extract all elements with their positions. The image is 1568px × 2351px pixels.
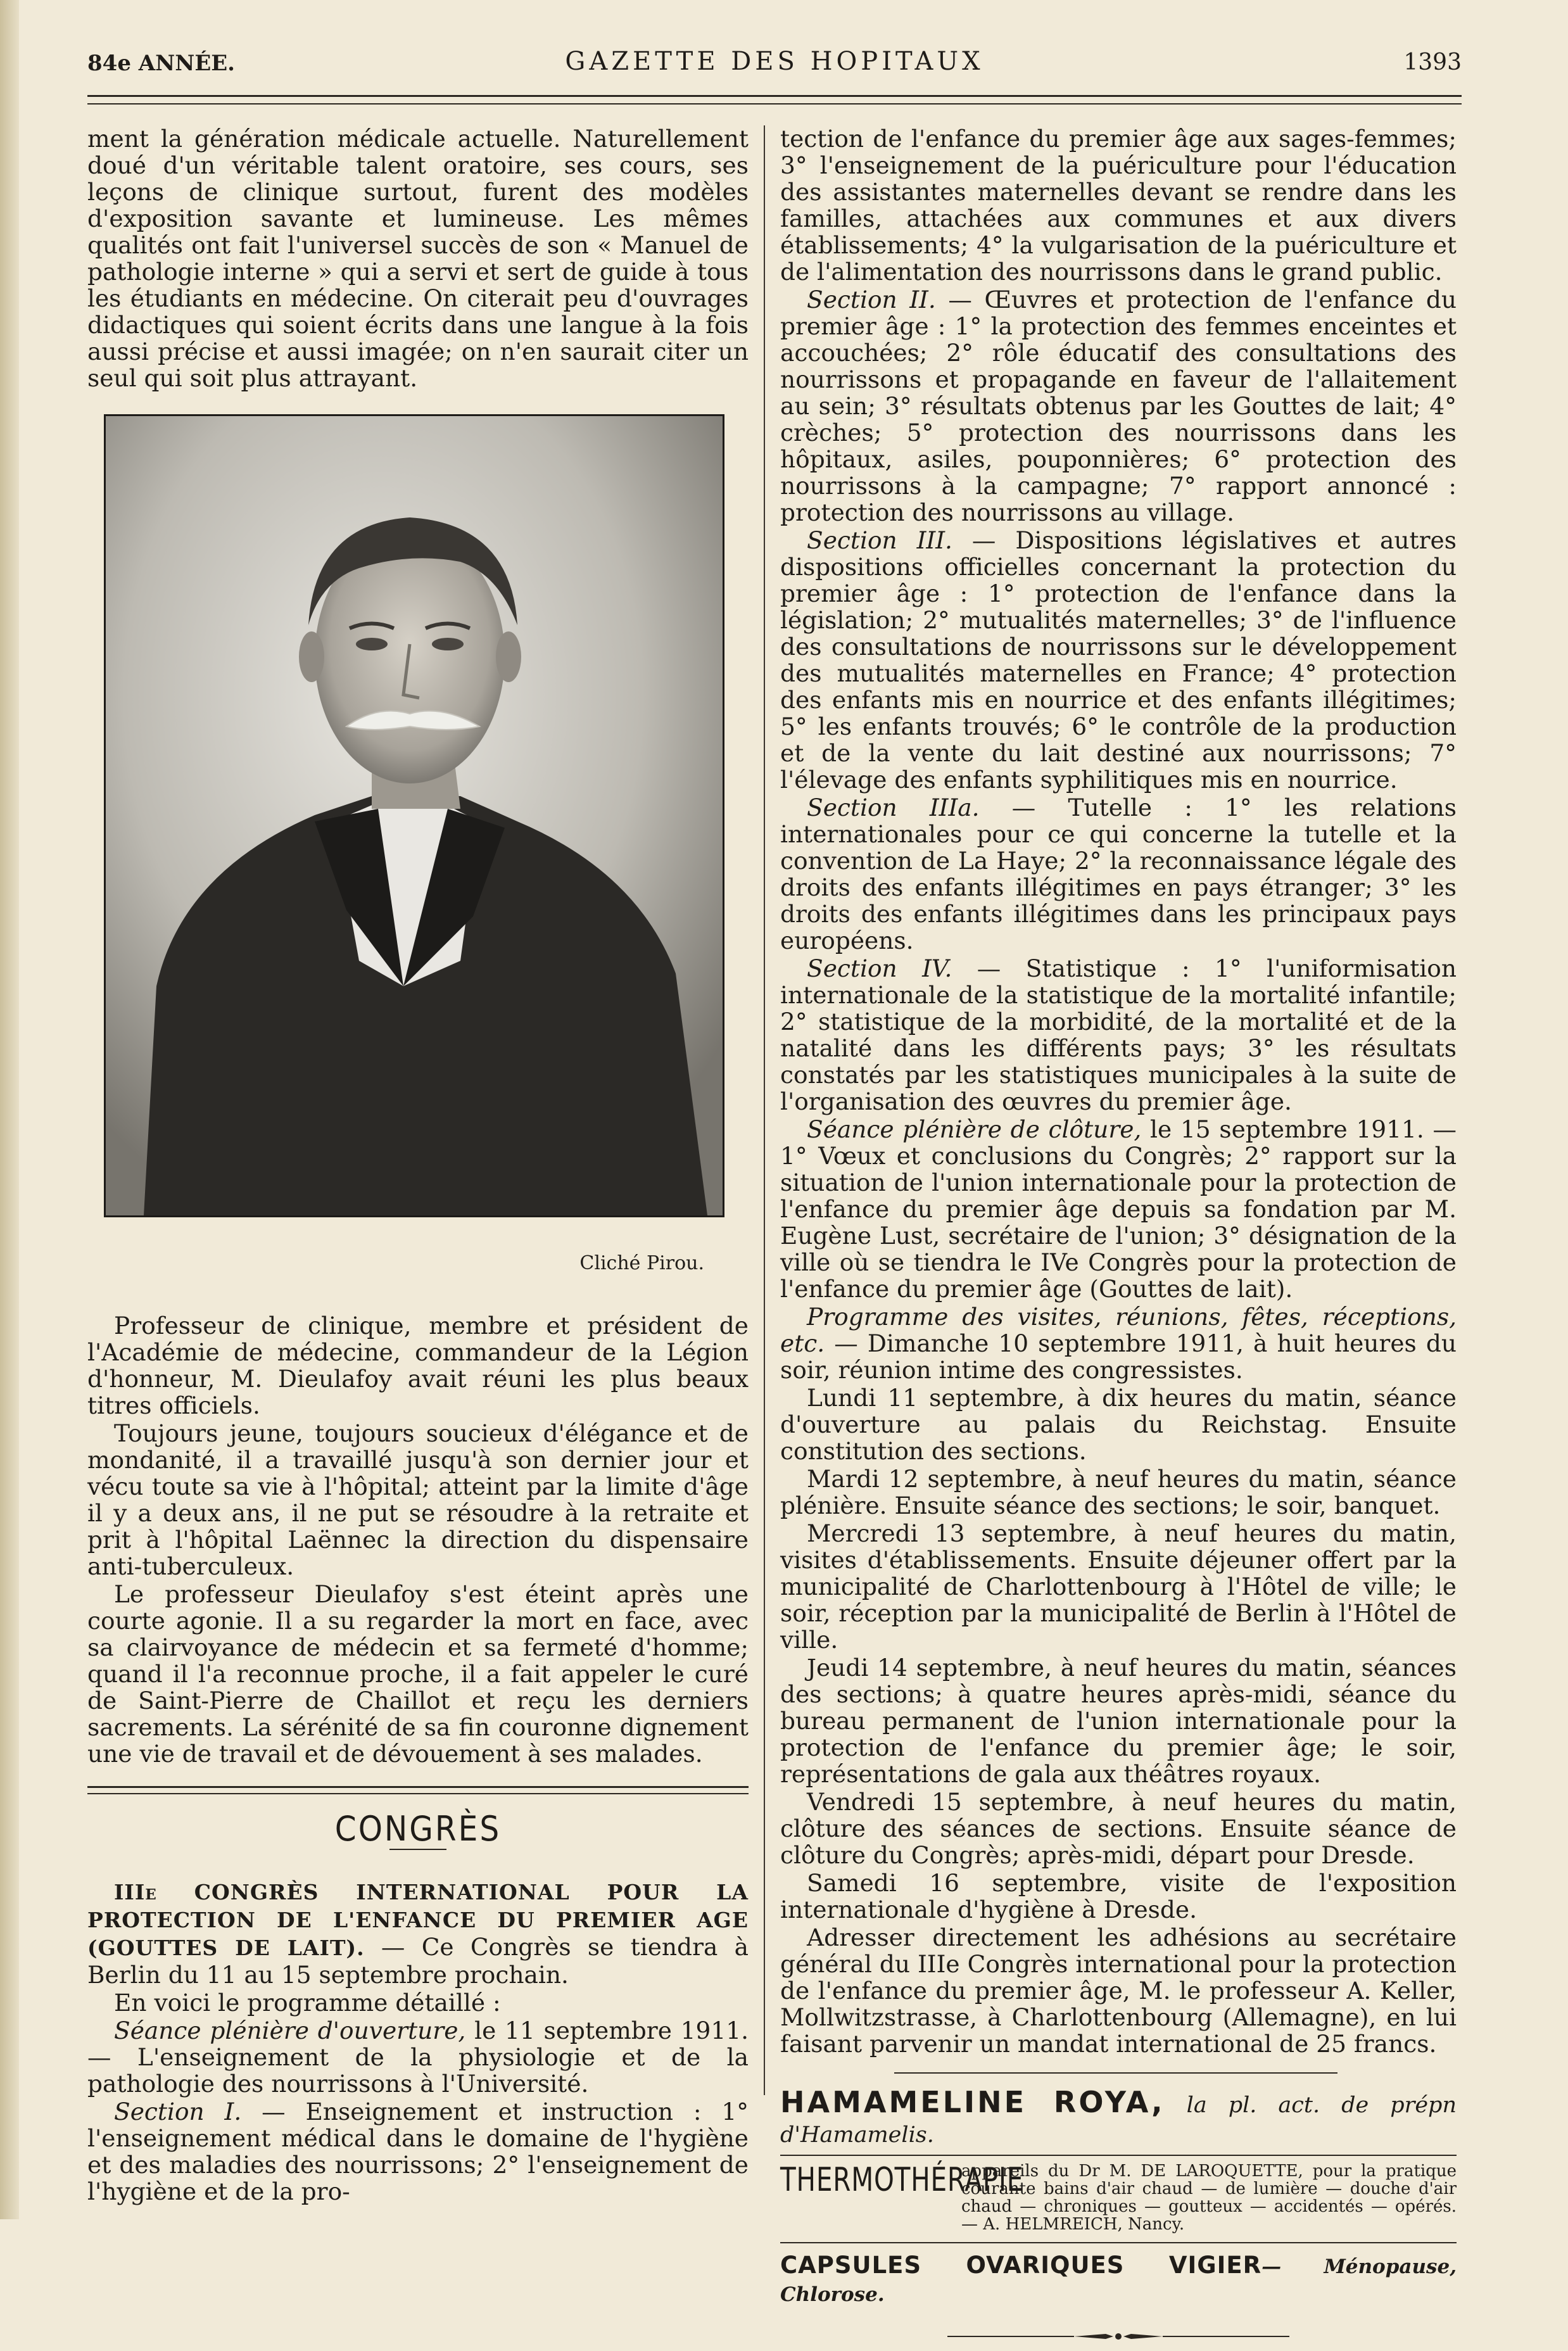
header-rule (87, 95, 1462, 105)
ad-thermotherapie (780, 2162, 1457, 2233)
ad-rule-1 (780, 2155, 1457, 2156)
title-underline (389, 1849, 446, 1850)
header-journal-title: GAZETTE DES HOPITAUX (565, 47, 984, 76)
ad-capsules-desc: — Ménopause, Chlorose. (780, 2255, 1457, 2306)
section-3a-label: Section IIIa. (807, 794, 980, 821)
ornament-line-icon (947, 2330, 1289, 2343)
congres-text: — Ce Congrès se tiendra à Berlin du 11 au 15 septembre prochain. (87, 1933, 749, 1989)
section-rule (87, 1786, 749, 1794)
seance-cloture-label: Séance plénière de clôture, (807, 1115, 1142, 1143)
programme-samedi: Samedi 16 septembre, visite de l'exposition internationale d'hygiène à Dresde. (780, 1869, 1457, 1923)
section-4-label: Section IV. (807, 954, 952, 982)
ad-thermo-text: appareils du Dr M. DE LAROQUETTE, pour la pratique courante bains d'air chaud — de lumière — douche d'air chaud — chroniques — goutteux — accidentés — opérés. — A. HELMREICH, Nancy. (961, 2162, 1457, 2234)
section-2-text: — Œuvres et protection de l'enfance du premier âge : 1° la protection des femmes enceintes et accouchées; 2° rôle éducatif des consultations des nourrissons et propagande en faveur de l'allaitement au sein; 3° résultats obtenus par les Gouttes de lait; 4° crèches; 5° protection des nourrissons dans les hôpitaux, asiles, pouponnières; 6° protection des nourrissons à la campagne; 7° rapport annoncé : protection des nourrissons au village. (780, 286, 1457, 526)
programme-mardi: Mardi 12 septembre, à neuf heures du matin, séance plénière. Ensuite séance des sections; le soir, banquet. (780, 1465, 1457, 1519)
obituary-intro: ment la génération médicale actuelle. Naturellement doué d'un véritable talent oratoire, ses cours, ses leçons de clinique surtout, furent des modèles d'exposition savante et lumineuse. Les mêmes qualités ont fait l'universel succès de son « Manuel de pathologie interne » qui a servi et sert de guide à tous les étudiants en médecine. On citerait peu d'ouvrages didactiques qui soient écrits dans une langue à la fois aussi précise et aussi imagée; on n'en saurait citer un seul qui soit plus attrayant. (87, 125, 749, 392)
programme-visites-label: Programme des visites, réunions, fêtes, réceptions, etc. (780, 1303, 1457, 1357)
section-2-label: Section II. (807, 286, 936, 314)
header-page-number: 1393 (1403, 49, 1462, 75)
section-1-continued: tection de l'enfance du premier âge aux sages-femmes; 3° l'enseignement de la puériculture pour l'éducation des assistantes maternelles devant se rendre dans les familles, attachées aux communes et aux divers établissements; 4° la vulgarisation de la puériculture et de l'alimentation des nourrissons dans le grand public. (780, 125, 1457, 286)
section-4-text: — Statistique : 1° l'uniformisation internationale de la statistique de la mortalité infantile; 2° statistique de la morbidité, de la mortalité et de la natalité dans les différents pays; 3° les résultats constatés par les statistiques municipales à la suite de l'organisation des œuvres du premier âge. (780, 954, 1457, 1115)
seance-cloture-text: le 15 septembre 1911. — 1° Vœux et conclusions du Congrès; 2° rapport sur la situation de l'union internationale pour la protection de l'enfance du premier âge depuis sa fondation par M. Eugène Lust, secrétaire de l'union; 3° désignation de la ville où se tiendra le IVe Congrès pour la protection de l'enfance du premier âge (Gouttes de lait). (780, 1115, 1457, 1303)
programme-mercredi: Mercredi 13 septembre, à neuf heures du matin, visites d'établissements. Ensuite déjeuner offert par la municipalité de Charlottenbourg à l'Hôtel de ville; le soir, réception par la municipalité de Berlin à l'Hôtel de ville. (780, 1519, 1457, 1654)
section-1-label: Section I. (114, 2098, 242, 2126)
portrait-image (106, 416, 723, 1215)
ad-capsules (780, 2252, 1457, 2308)
ad-hamameline-name: HAMAMELINE ROYA, (780, 2085, 1165, 2119)
programme-jeudi: Jeudi 14 septembre, à neuf heures du matin, séances des sections; à quatre heures après-midi, séance du bureau permanent de l'union internationale pour la protection de l'enfance du premier âge; le soir, représentations de gala aux théâtres royaux. (780, 1654, 1457, 1788)
right-column (780, 125, 1457, 2351)
seance-ouverture-label: Séance plénière d'ouverture, (114, 2017, 466, 2044)
programme-vendredi: Vendredi 15 septembre, à neuf heures du matin, clôture des séances de sections. Ensuite séance de clôture du Congrès; après-midi, départ pour Dresde. (780, 1788, 1457, 1869)
page-header (87, 46, 1462, 84)
section-3-text: — Dispositions législatives et autres dispositions officielles concernant la protection du premier âge : 1° protection de l'enfance dans la législation; 2° mutualités maternelles; 3° de l'influence des consultations de nourrissons sur le développement des mutualités maternelles en France; 4° protection des enfants mis en nourrice et des enfants illégitimes; 5° les enfants trouvés; 6° le contrôle de la production et de la vente du lait destiné aux nourrissons; 7° l'élevage des enfants syphilitiques mis en nourrice. (780, 526, 1457, 794)
ad-rule-2 (780, 2242, 1457, 2243)
obituary-para-2: Toujours jeune, toujours soucieux d'élégance et de mondanité, il a travaillé jusqu'à son dernier jour et vécu toute sa vie à l'hôpital; atteint par la limite d'âge il y a deux ans, il ne put se résoudre à la retraite et prit à l'hôpital Laënnec la direction du dispensaire anti-tuberculeux. (87, 1419, 749, 1580)
programme-intro: En voici le programme détaillé : (114, 1989, 501, 2017)
programme-lundi: Lundi 11 septembre, à dix heures du matin, séance d'ouverture au palais du Reichstag. Ensuite constitution des sections. (780, 1384, 1457, 1465)
ad-top-rule (894, 2072, 1337, 2074)
congres-heading: IIIe CONGRÈS INTERNATIONAL POUR LA PROTECTION DE L'ENFANCE DU PREMIER AGE (GOUTTES DE LAIT). (87, 1880, 749, 1960)
ad-capsules-name: CAPSULES OVARIQUES VIGIER (780, 2252, 1262, 2279)
section-3-label: Section III. (807, 526, 952, 554)
header-year: 84e ANNÉE. (87, 51, 235, 76)
obituary-para-3: Le professeur Dieulafoy s'est éteint après une courte agonie. Il a su regarder la mort en face, avec sa clairvoyance de médecin et sa fermeté d'homme; quand il l'a reconnue proche, il a fait appeler le curé de Saint-Pierre de Chaillot et reçu les derniers sacrements. La sérénité de sa fin couronne dignement une vie de travail et de dévouement à ses malades. (87, 1580, 749, 1768)
programme-visites-text: — Dimanche 10 septembre 1911, à huit heures du soir, réunion intime des congressistes. (780, 1329, 1457, 1384)
ad-hamameline (780, 2085, 1457, 2148)
ad-hamameline-desc: la pl. act. de prépn d'Hamamelis. (780, 2093, 1457, 2148)
left-column (87, 125, 749, 2206)
seance-ouverture-text: le 11 septembre 1911. — L'enseignement de la physiologie et de la pathologie des nourrissons à l'Université. (87, 2017, 749, 2098)
section-1-text: — Enseignement et instruction : 1° l'enseignement médical dans le domaine de l'hygiène et des maladies des nourrissons; 2° l'enseignement de l'hygiène et de la pro- (87, 2098, 749, 2205)
adhesions-text: Adresser directement les adhésions au secrétaire général du IIIe Congrès international pour la protection de l'enfance du premier âge, M. le professeur A. Keller, Mollwitzstrasse, à Charlottenbourg (Allemagne), en lui faisant parvenir un mandat international de 25 francs. (780, 1923, 1457, 2058)
photo-credit: Cliché Pirou. (579, 1252, 704, 1274)
column-divider (764, 125, 765, 2095)
page-edge (0, 0, 19, 2219)
ad-thermo-name: THERMOTHÉRAPIE (780, 2161, 1024, 2199)
obituary-para-1: Professeur de clinique, membre et président de l'Académie de médecine, commandeur de la Légion d'honneur, M. Dieulafoy avait réuni les plus beaux titres officiels. (87, 1312, 749, 1419)
section-3a-text: — Tutelle : 1° les relations internationales pour ce qui concerne la tutelle et la convention de La Haye; 2° la reconnaissance légale des droits des enfants illégitimes en pays étranger; 3° les droits des enfants illégitimes dans les principaux pays européens. (780, 794, 1457, 954)
congres-title: CONGRÈS (334, 1809, 502, 1849)
portrait-photo (104, 414, 724, 1217)
end-ornament (780, 2324, 1457, 2351)
